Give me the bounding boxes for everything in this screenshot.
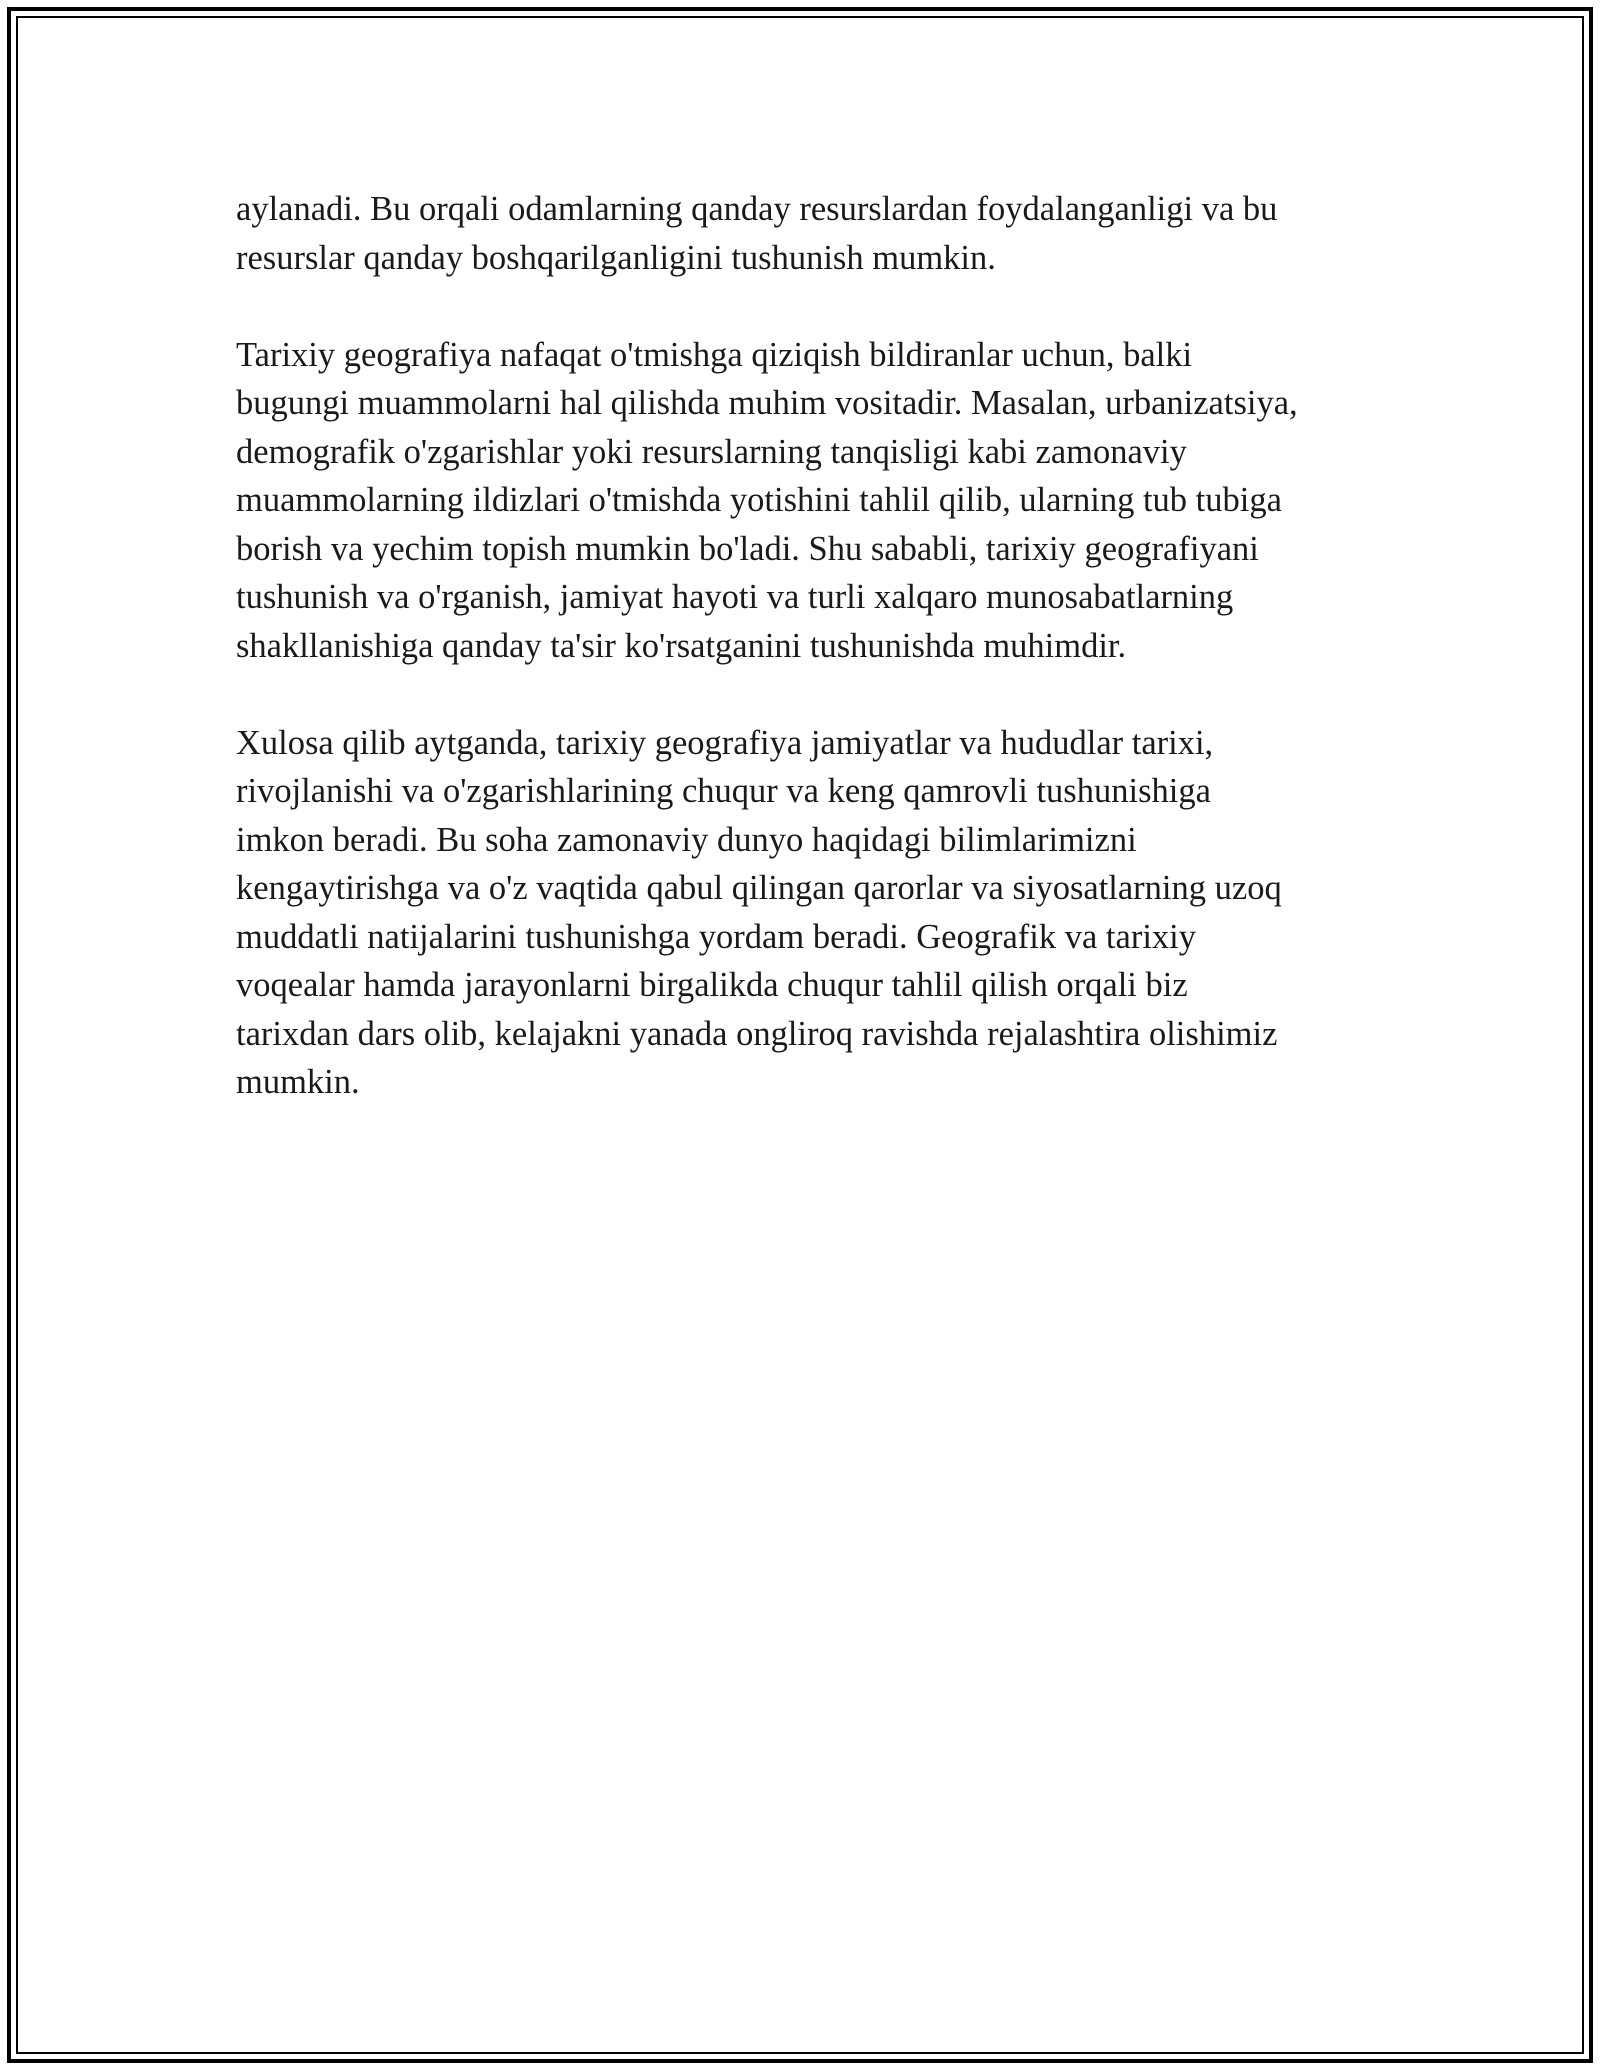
document-body [236, 185, 1386, 1155]
paragraph-resources: aylanadi. Bu orqali odamlarning qanday resurslardan foydalanganligi va bu resurslar qanday boshqarilganligini tushunish mumkin. [236, 190, 1278, 277]
paragraph-conclusion: Xulosa qilib aytganda, tarixiy geografiya jamiyatlar va hududlar tarixi, rivojlanishi va o'zgarishlarining chuqur va keng qamrovli tushunishiga imkon beradi. Bu soha zamonaviy dunyo haqidagi bilimlarimizni kengaytirishga va o'z vaqtida qabul qilingan qarorlar va siyosatlarning uzoq muddatli natijalarini tushunishga yordam beradi. Geografik va tarixiy voqealar hamda jarayonlarni birgalikda chuqur tahlil qilish orqali biz tarixdan dars olib, kelajakni yanada ongliroq ravishda rejalashtira olishimiz mumkin. [236, 723, 1282, 1101]
paragraph-modern-problems: Tarixiy geografiya nafaqat o'tmishga qiziqish bildiranlar uchun, balki bugungi muammolarni hal qilishda muhim vositadir. Masalan, urbanizatsiya, demografik o'zgarishlar yoki resurslarning tanqisligi kabi zamonaviy muammolarning ildizlari o'tmishda yotishini tahlil qilib, ularning tub tubiga borish va yechim topish mumkin bo'ladi. Shu sababli, tarixiy geografiyani tushunish va o'rganish, jamiyat hayoti va turli xalqaro munosabatlarning shakllanishiga qanday ta'sir ko'rsatganini tushunishda muhimdir. [236, 335, 1298, 665]
